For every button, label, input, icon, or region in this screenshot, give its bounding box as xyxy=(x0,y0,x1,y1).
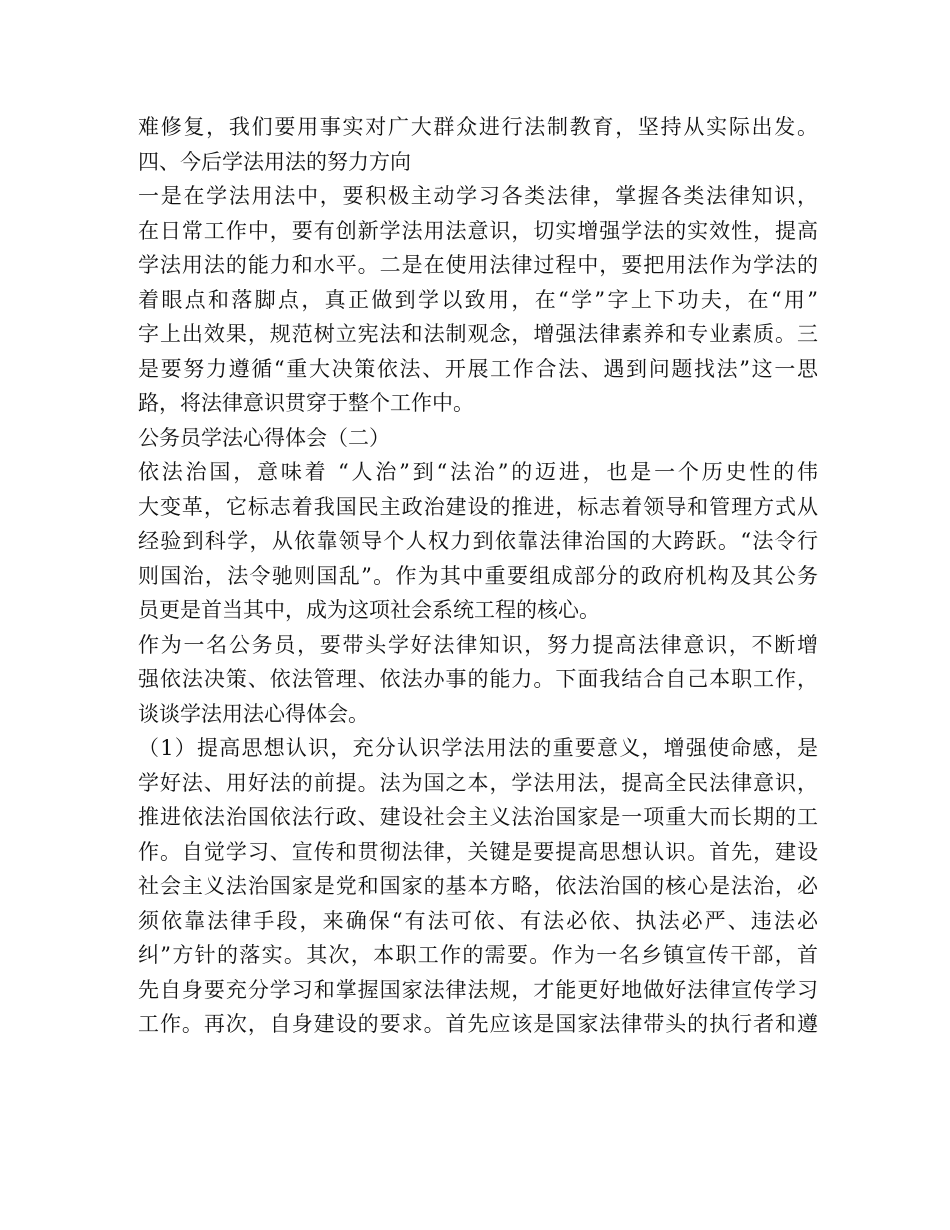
text-line: 在日常工作中，要有创新学法用法意识，切实增强学法的实效性，提高 xyxy=(138,218,818,243)
text-line: 着眼点和落脚点，真正做到学以致用，在“学”字上下功夫，在“用” xyxy=(138,287,818,312)
text-line: 一是在学法用法中，要积极主动学习各类法律，掌握各类法律知识， xyxy=(138,184,818,208)
text-line: 依法治国，意味着 “人治”到“法治”的迈进，也是一个历史性的伟 xyxy=(138,460,818,484)
text-line: 学好法、用好法的前提。法为国之本，学法用法，提高全民法律意识， xyxy=(138,770,818,795)
text-line: 作为一名公务员，要带头学好法律知识，努力提高法律意识，不断增 xyxy=(138,632,818,657)
text-line: 强依法决策、依法管理、依法办事的能力。下面我结合自己本职工作， xyxy=(138,667,818,691)
section-heading: 公务员学法心得体会（二） xyxy=(138,425,390,450)
section-heading: 四、今后学法用法的努力方向 xyxy=(138,149,411,174)
text-line: 作。自觉学习、宣传和贯彻法律，关键是要提高思想认识。首先，建设 xyxy=(138,839,818,864)
text-line: 推进依法治国依法行政、建设社会主义法治国家是一项重大而长期的工 xyxy=(138,805,818,829)
text-line: 须依靠法律手段，来确保“有法可依、有法必依、执法必严、违法必 xyxy=(138,908,818,933)
text-line: 工作。再次，自身建设的要求。首先应该是国家法律带头的执行者和遵 xyxy=(138,1012,818,1036)
text-line: 难修复，我们要用事实对广大群众进行法制教育，坚持从实际出发。 xyxy=(138,115,818,139)
text-line: 谈谈学法用法心得体会。 xyxy=(138,701,369,726)
text-line: 员更是首当其中，成为这项社会系统工程的核心。 xyxy=(138,598,600,622)
text-line: 先自身要充分学习和掌握国家法律法规，才能更好地做好法律宣传学习 xyxy=(138,977,818,1002)
text-line: 字上出效果，规范树立宪法和法制观念，增强法律素养和专业素质。三 xyxy=(138,322,818,346)
document-body xyxy=(138,110,818,1042)
text-line: 经验到科学，从依靠领导个人权力到依靠法律治国的大跨跃。“法令行 xyxy=(138,529,818,553)
text-line: 则国治，法令驰则国乱”。作为其中重要组成部分的政府机构及其公务 xyxy=(138,563,818,588)
text-line: 大变革，它标志着我国民主政治建设的推进，标志着领导和管理方式从 xyxy=(138,494,818,519)
text-line: 学法用法的能力和水平。二是在使用法律过程中，要把用法作为学法的 xyxy=(138,253,818,277)
text-line: 路，将法律意识贯穿于整个工作中。 xyxy=(138,391,474,415)
text-line: （1）提高思想认识，充分认识学法用法的重要意义，增强使命感，是 xyxy=(138,736,818,760)
text-line: 纠”方针的落实。其次，本职工作的需要。作为一名乡镇宣传干部，首 xyxy=(138,943,818,967)
text-line: 社会主义法治国家是党和国家的基本方略，依法治国的核心是法治，必 xyxy=(138,874,818,898)
text-line: 是要努力遵循“重大决策依法、开展工作合法、遇到问题找法”这一思 xyxy=(138,356,818,381)
